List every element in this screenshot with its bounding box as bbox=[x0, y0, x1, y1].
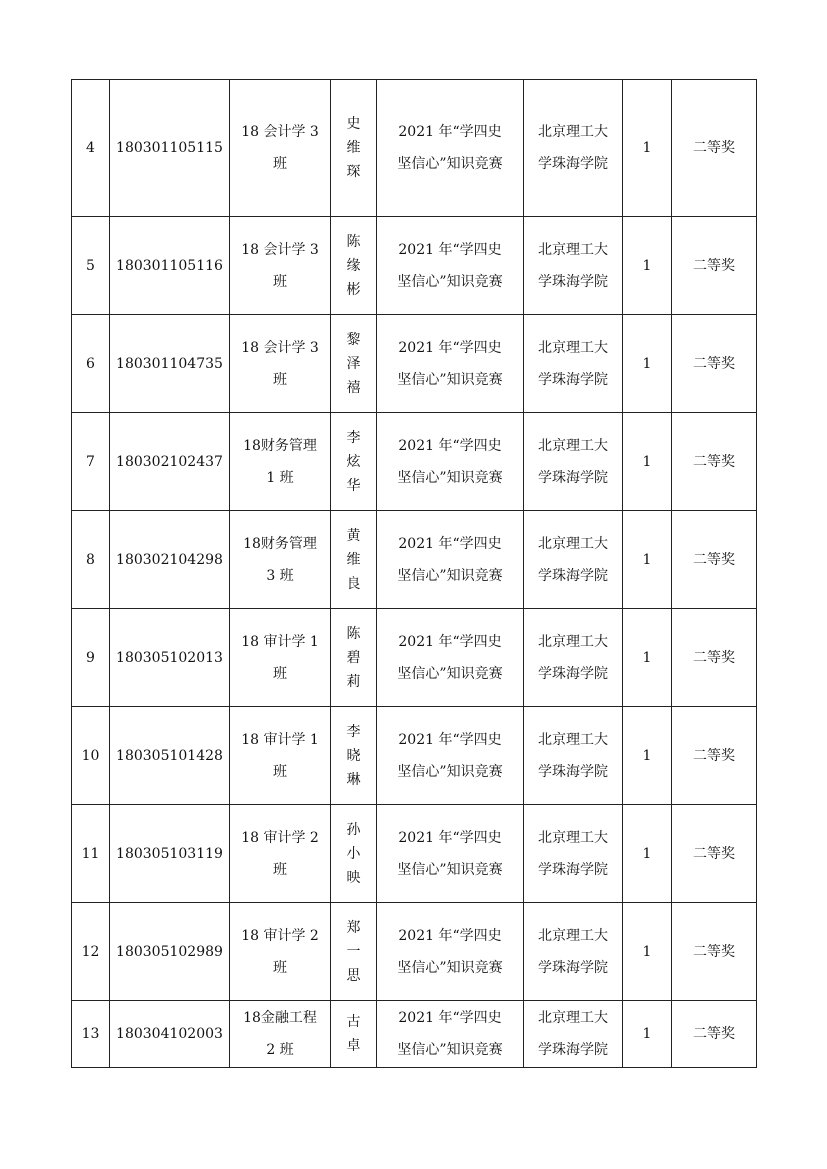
count-cell: 1 bbox=[623, 1001, 672, 1068]
class-line: 18 会计学 3 bbox=[241, 339, 319, 356]
row-number-cell: 10 bbox=[72, 707, 110, 805]
competition-cell bbox=[377, 80, 524, 217]
class-line: 18 审计学 2 bbox=[241, 829, 319, 846]
competition-cell bbox=[377, 903, 524, 1001]
organizer-cell bbox=[524, 707, 623, 805]
competition-line: 坚信心”知识竞赛 bbox=[397, 861, 503, 878]
student-name-cell bbox=[331, 217, 377, 315]
competition-line: 坚信心”知识竞赛 bbox=[397, 665, 503, 682]
class-line: 班 bbox=[273, 665, 287, 682]
competition-cell bbox=[377, 707, 524, 805]
student-name-char: 古 bbox=[346, 1014, 361, 1030]
count-cell: 1 bbox=[623, 217, 672, 315]
organizer-line: 学珠海学院 bbox=[538, 1042, 608, 1058]
count-cell: 1 bbox=[623, 903, 672, 1001]
competition-line: 2021 年“学四史 bbox=[398, 927, 502, 944]
row-number-cell: 6 bbox=[72, 315, 110, 413]
competition-cell bbox=[377, 217, 524, 315]
organizer-line: 学珠海学院 bbox=[538, 469, 608, 486]
organizer-line: 学珠海学院 bbox=[538, 156, 608, 172]
student-name-char: 莉 bbox=[346, 673, 361, 690]
table-row bbox=[72, 609, 757, 707]
table-body bbox=[72, 80, 757, 1068]
class-line: 18 审计学 1 bbox=[241, 731, 319, 748]
competition-cell bbox=[377, 1001, 524, 1068]
count-cell: 1 bbox=[623, 707, 672, 805]
organizer-line: 学珠海学院 bbox=[538, 959, 608, 976]
competition-line: 2021 年“学四史 bbox=[398, 339, 502, 356]
count-cell: 1 bbox=[623, 413, 672, 511]
student-name-char: 史 bbox=[346, 116, 361, 132]
count-cell: 1 bbox=[623, 511, 672, 609]
class-cell bbox=[230, 805, 331, 903]
table-row bbox=[72, 80, 757, 217]
award-cell: 二等奖 bbox=[672, 903, 757, 1001]
class-line: 班 bbox=[273, 273, 287, 290]
student-name-cell bbox=[331, 707, 377, 805]
class-line: 18 审计学 2 bbox=[241, 927, 319, 944]
student-id-cell: 180302104298 bbox=[110, 511, 230, 609]
organizer-line: 学珠海学院 bbox=[538, 665, 608, 682]
award-cell: 二等奖 bbox=[672, 315, 757, 413]
competition-line: 2021 年“学四史 bbox=[398, 241, 502, 258]
student-name-char: 晓 bbox=[346, 747, 361, 764]
organizer-cell bbox=[524, 609, 623, 707]
organizer-line: 学珠海学院 bbox=[538, 371, 608, 388]
student-name-char: 琳 bbox=[346, 771, 361, 788]
student-name-char: 维 bbox=[346, 551, 361, 568]
table-row bbox=[72, 903, 757, 1001]
student-name-cell bbox=[331, 903, 377, 1001]
organizer-line: 北京理工大 bbox=[538, 339, 608, 356]
table-row bbox=[72, 217, 757, 315]
student-name-char: 孙 bbox=[346, 821, 361, 838]
competition-cell bbox=[377, 413, 524, 511]
competition-cell bbox=[377, 609, 524, 707]
competition-line: 2021 年“学四史 bbox=[398, 535, 502, 552]
organizer-line: 北京理工大 bbox=[538, 633, 608, 650]
competition-line: 坚信心”知识竞赛 bbox=[397, 959, 503, 976]
student-name-char: 郑 bbox=[346, 919, 361, 936]
student-name-char: 华 bbox=[346, 477, 361, 494]
class-line: 班 bbox=[273, 371, 287, 388]
student-name-char: 李 bbox=[346, 429, 361, 446]
competition-line: 坚信心”知识竞赛 bbox=[397, 469, 503, 486]
organizer-cell bbox=[524, 805, 623, 903]
row-number-cell: 7 bbox=[72, 413, 110, 511]
class-cell bbox=[230, 903, 331, 1001]
student-name-char: 维 bbox=[346, 140, 361, 156]
organizer-line: 学珠海学院 bbox=[538, 273, 608, 290]
count-cell: 1 bbox=[623, 609, 672, 707]
row-number-cell: 8 bbox=[72, 511, 110, 609]
student-name-cell bbox=[331, 609, 377, 707]
organizer-cell bbox=[524, 315, 623, 413]
student-name-char: 思 bbox=[346, 967, 361, 984]
organizer-line: 北京理工大 bbox=[538, 241, 608, 258]
class-line: 班 bbox=[273, 861, 287, 878]
student-name-char: 李 bbox=[346, 723, 361, 740]
student-name-char: 彬 bbox=[346, 281, 361, 298]
competition-line: 2021 年“学四史 bbox=[398, 731, 502, 748]
organizer-line: 北京理工大 bbox=[538, 437, 608, 454]
student-name-cell bbox=[331, 413, 377, 511]
class-line: 班 bbox=[273, 763, 287, 780]
student-id-cell: 180302102437 bbox=[110, 413, 230, 511]
award-cell: 二等奖 bbox=[672, 80, 757, 217]
competition-line: 2021 年“学四史 bbox=[398, 1010, 502, 1026]
award-cell: 二等奖 bbox=[672, 609, 757, 707]
count-cell: 1 bbox=[623, 805, 672, 903]
award-cell: 二等奖 bbox=[672, 805, 757, 903]
class-line: 班 bbox=[273, 959, 287, 976]
organizer-cell bbox=[524, 413, 623, 511]
student-name-char: 小 bbox=[346, 845, 361, 862]
table-row bbox=[72, 511, 757, 609]
class-cell bbox=[230, 315, 331, 413]
organizer-line: 北京理工大 bbox=[538, 731, 608, 748]
competition-line: 坚信心”知识竞赛 bbox=[397, 273, 503, 290]
organizer-line: 北京理工大 bbox=[538, 1010, 608, 1026]
competition-line: 坚信心”知识竞赛 bbox=[397, 1042, 503, 1058]
row-number-cell: 4 bbox=[72, 80, 110, 217]
row-number-cell: 13 bbox=[72, 1001, 110, 1068]
class-cell bbox=[230, 511, 331, 609]
student-id-cell: 180305101428 bbox=[110, 707, 230, 805]
student-id-cell: 180301104735 bbox=[110, 315, 230, 413]
student-id-cell: 180305102013 bbox=[110, 609, 230, 707]
organizer-cell bbox=[524, 217, 623, 315]
class-cell bbox=[230, 707, 331, 805]
award-list-table bbox=[71, 79, 757, 1068]
student-name-char: 黄 bbox=[346, 527, 361, 544]
table-row bbox=[72, 315, 757, 413]
student-id-cell: 180304102003 bbox=[110, 1001, 230, 1068]
class-cell bbox=[230, 80, 331, 217]
table-row bbox=[72, 413, 757, 511]
award-cell: 二等奖 bbox=[672, 217, 757, 315]
student-name-char: 碧 bbox=[346, 649, 361, 666]
class-line: 18财务管理 bbox=[243, 437, 317, 454]
organizer-line: 学珠海学院 bbox=[538, 567, 608, 584]
table-row bbox=[72, 1001, 757, 1068]
student-id-cell: 180305102989 bbox=[110, 903, 230, 1001]
table-row bbox=[72, 707, 757, 805]
student-name-cell bbox=[331, 511, 377, 609]
student-id-cell: 180301105115 bbox=[110, 80, 230, 217]
student-name-char: 陈 bbox=[346, 625, 361, 642]
competition-line: 坚信心”知识竞赛 bbox=[397, 763, 503, 780]
award-cell: 二等奖 bbox=[672, 511, 757, 609]
competition-cell bbox=[377, 805, 524, 903]
student-name-char: 缘 bbox=[346, 257, 361, 274]
student-name-char: 一 bbox=[346, 943, 361, 960]
student-name-char: 炫 bbox=[346, 453, 361, 470]
competition-line: 2021 年“学四史 bbox=[398, 124, 502, 140]
student-name-char: 泽 bbox=[346, 355, 361, 372]
class-line: 班 bbox=[273, 156, 287, 172]
row-number-cell: 5 bbox=[72, 217, 110, 315]
organizer-line: 学珠海学院 bbox=[538, 861, 608, 878]
student-name-char: 卓 bbox=[346, 1038, 361, 1054]
competition-line: 坚信心”知识竞赛 bbox=[397, 371, 503, 388]
organizer-cell bbox=[524, 1001, 623, 1068]
organizer-line: 北京理工大 bbox=[538, 124, 608, 140]
organizer-cell bbox=[524, 80, 623, 217]
student-name-cell bbox=[331, 1001, 377, 1068]
organizer-cell bbox=[524, 903, 623, 1001]
competition-line: 坚信心”知识竞赛 bbox=[397, 567, 503, 584]
class-line: 18金融工程 bbox=[243, 1010, 317, 1026]
student-name-char: 琛 bbox=[346, 164, 361, 180]
student-name-char: 映 bbox=[346, 869, 361, 886]
competition-line: 2021 年“学四史 bbox=[398, 437, 502, 454]
student-id-cell: 180305103119 bbox=[110, 805, 230, 903]
award-cell: 二等奖 bbox=[672, 413, 757, 511]
student-name-cell bbox=[331, 315, 377, 413]
competition-line: 2021 年“学四史 bbox=[398, 633, 502, 650]
organizer-line: 北京理工大 bbox=[538, 927, 608, 944]
student-name-char: 良 bbox=[346, 575, 361, 592]
organizer-line: 北京理工大 bbox=[538, 829, 608, 846]
count-cell: 1 bbox=[623, 80, 672, 217]
class-line: 18 会计学 3 bbox=[241, 241, 319, 258]
class-cell bbox=[230, 217, 331, 315]
class-line: 18财务管理 bbox=[243, 535, 317, 552]
student-name-cell bbox=[331, 805, 377, 903]
organizer-cell bbox=[524, 511, 623, 609]
row-number-cell: 11 bbox=[72, 805, 110, 903]
competition-line: 坚信心”知识竞赛 bbox=[397, 156, 503, 172]
class-line: 18 会计学 3 bbox=[241, 124, 319, 140]
class-cell bbox=[230, 1001, 331, 1068]
row-number-cell: 12 bbox=[72, 903, 110, 1001]
count-cell: 1 bbox=[623, 315, 672, 413]
row-number-cell: 9 bbox=[72, 609, 110, 707]
class-line: 18 审计学 1 bbox=[241, 633, 319, 650]
class-line: 1 班 bbox=[266, 469, 294, 486]
class-cell bbox=[230, 609, 331, 707]
student-name-char: 黎 bbox=[346, 331, 361, 348]
student-name-cell bbox=[331, 80, 377, 217]
table-row bbox=[72, 805, 757, 903]
award-cell: 二等奖 bbox=[672, 1001, 757, 1068]
student-id-cell: 180301105116 bbox=[110, 217, 230, 315]
class-cell bbox=[230, 413, 331, 511]
student-name-char: 陈 bbox=[346, 233, 361, 250]
award-cell: 二等奖 bbox=[672, 707, 757, 805]
class-line: 3 班 bbox=[266, 567, 294, 584]
organizer-line: 学珠海学院 bbox=[538, 763, 608, 780]
class-line: 2 班 bbox=[266, 1042, 294, 1058]
competition-line: 2021 年“学四史 bbox=[398, 829, 502, 846]
competition-cell bbox=[377, 315, 524, 413]
organizer-line: 北京理工大 bbox=[538, 535, 608, 552]
competition-cell bbox=[377, 511, 524, 609]
student-name-char: 禧 bbox=[346, 379, 361, 396]
